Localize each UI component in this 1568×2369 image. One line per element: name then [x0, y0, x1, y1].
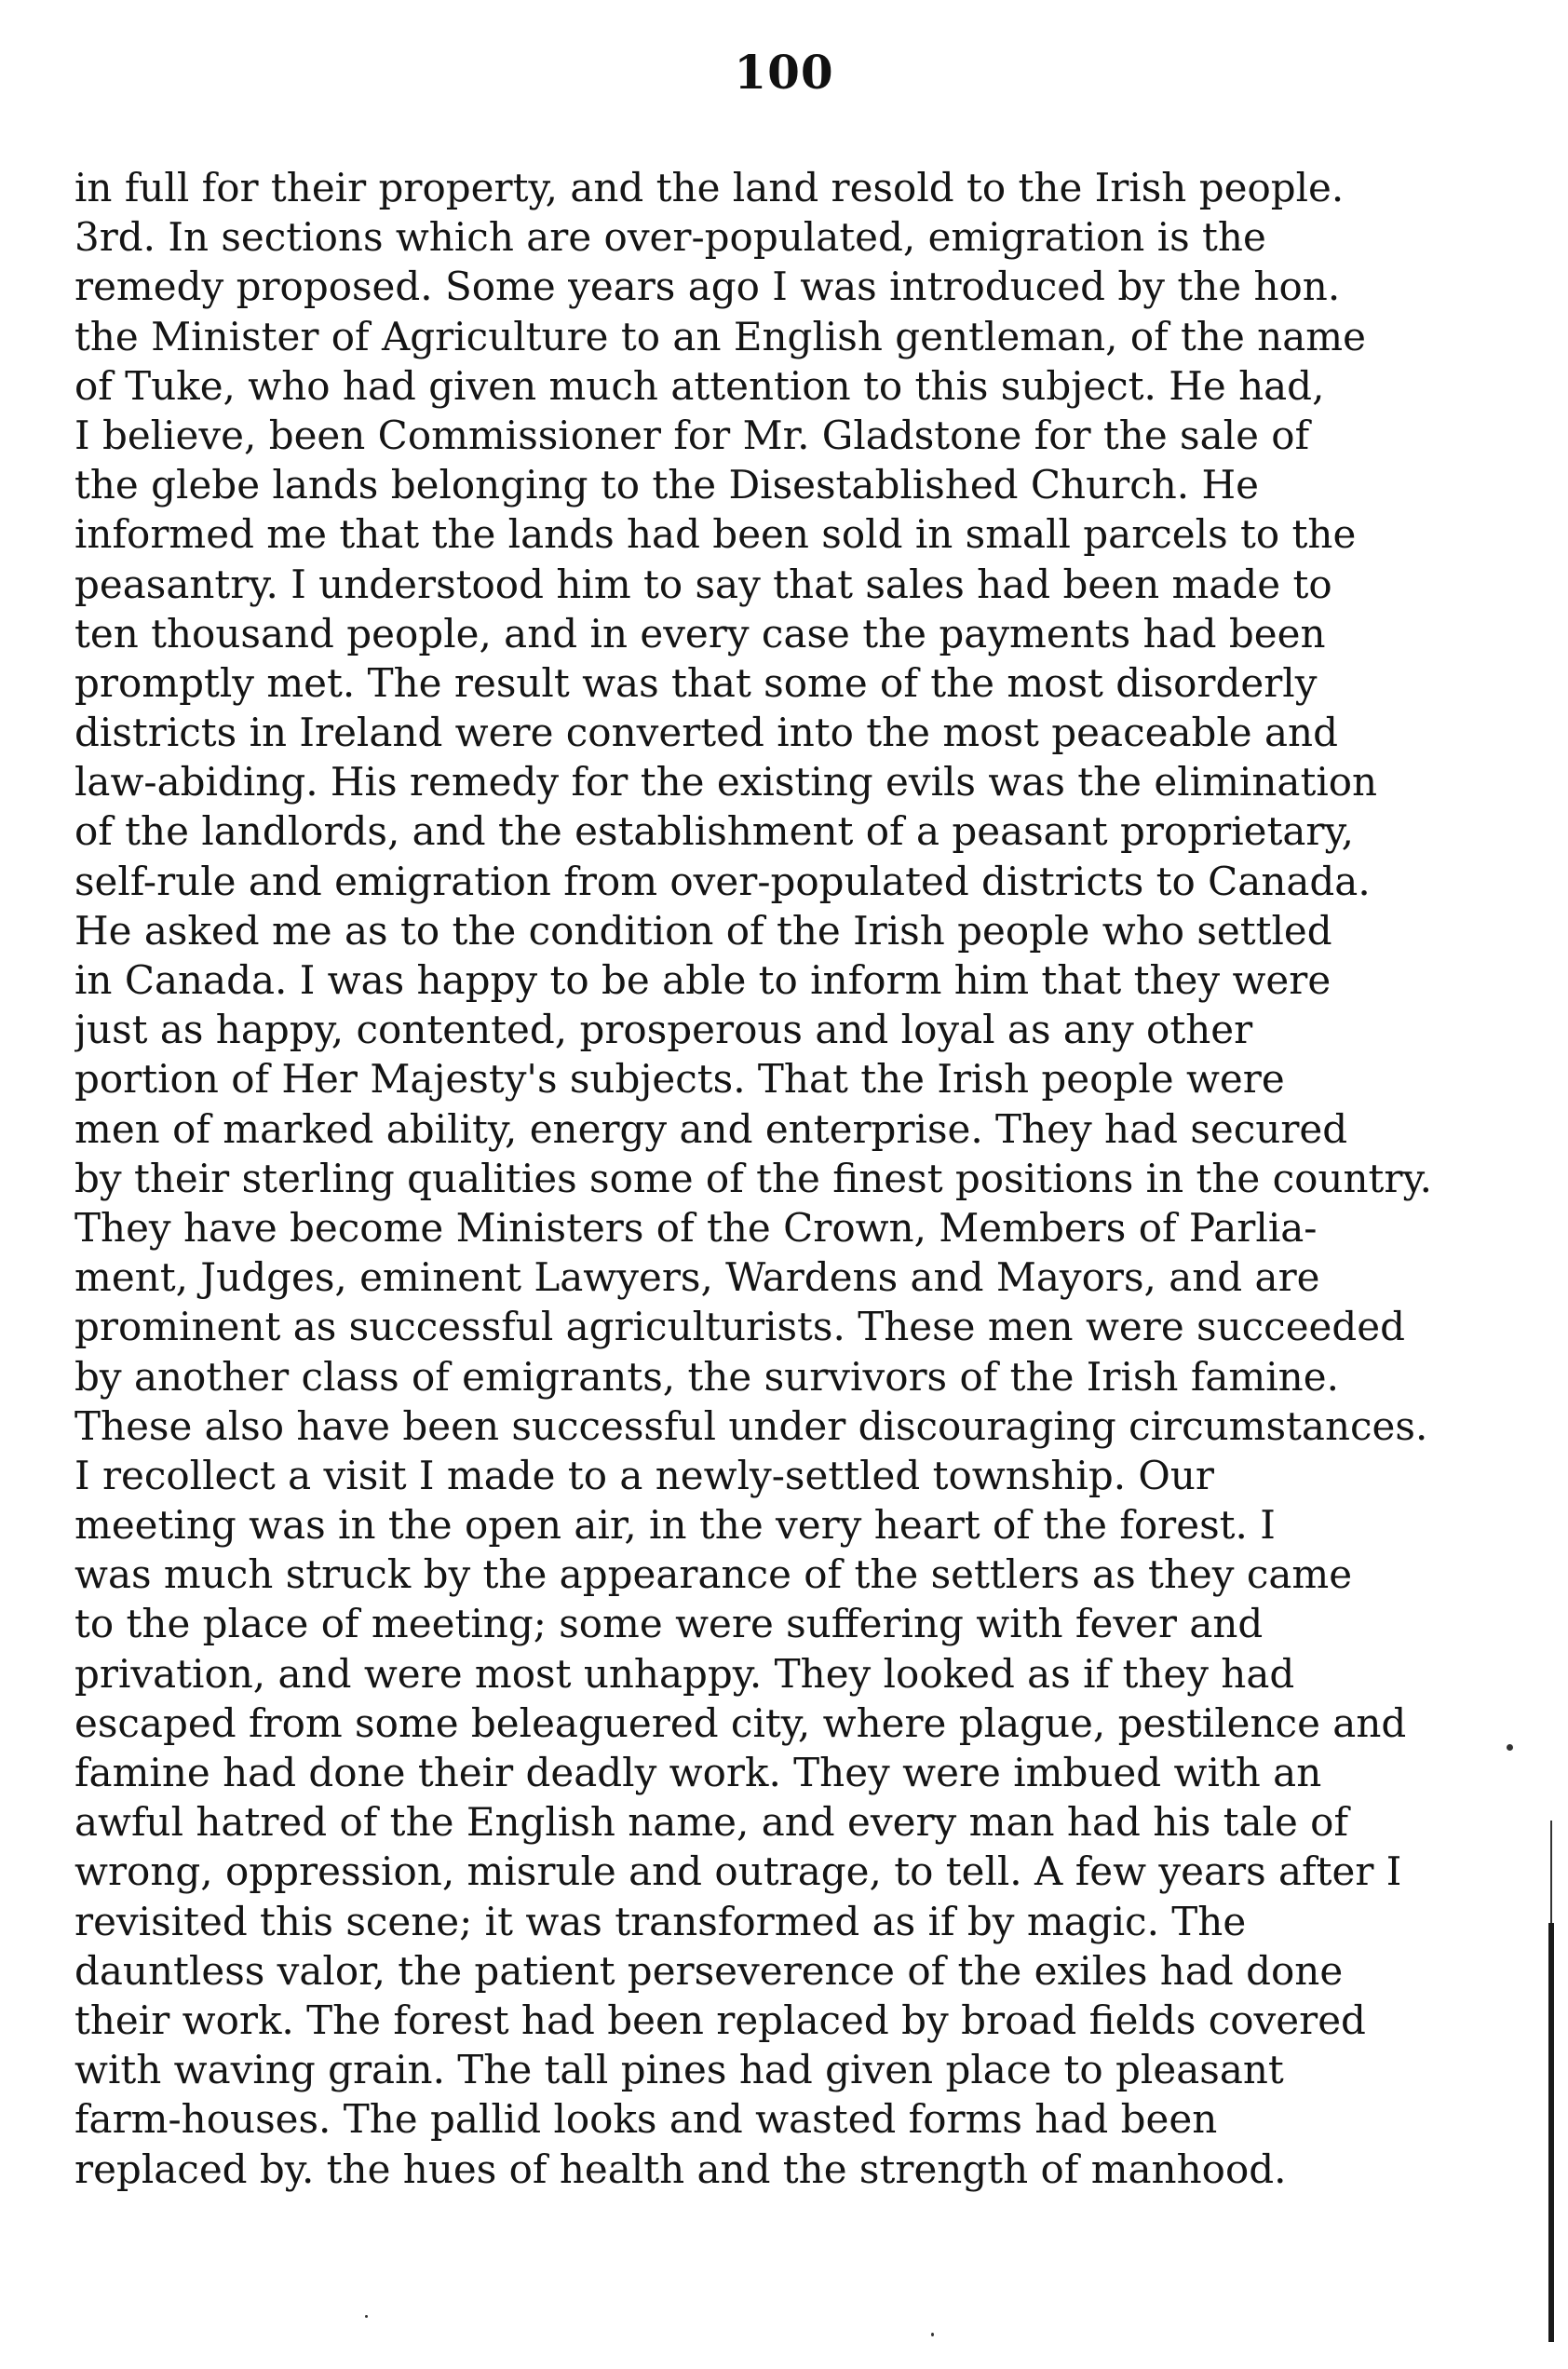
text-line: ten thousand people, and in every case the payments had been [74, 610, 1326, 657]
text-line: peasantry. I understood him to say that sales had been made to [74, 561, 1332, 607]
margin-scan-mark [1550, 1821, 1552, 1923]
text-line: revisited this scene; it was transformed as if by magic. The [74, 1898, 1247, 1944]
text-line: These also have been successful under discouraging circumstances. [74, 1402, 1428, 1449]
text-line: of Tuke, who had given much attention to this subject. He had, [74, 362, 1325, 409]
text-line: famine had done their deadly work. They were imbued with an [74, 1750, 1322, 1795]
text-line: in Canada. I was happy to be able to inform him that they were [74, 957, 1331, 1003]
text-line: wrong, oppression, misrule and outrage, to tell. A few years after I [74, 1848, 1402, 1895]
text-line: ment, Judges, eminent Lawyers, Wardens and Mayors, and are [74, 1254, 1320, 1301]
text-line: of the landlords, and the establishment of a peasant proprietary, [74, 808, 1354, 855]
text-line: informed me that the lands had been sold in small parcels to the [74, 511, 1357, 558]
text-line: privation, and were most unhappy. They looked as if they had [74, 1650, 1295, 1697]
text-line: He asked me as to the condition of the Irish people who settled [74, 907, 1332, 954]
text-line: 3rd. In sections which are over-populated, emigration is the [74, 214, 1266, 261]
text-line: the glebe lands belonging to the Disestablished Church. He [74, 462, 1259, 508]
scan-speck [1507, 1744, 1513, 1751]
text-line: escaped from some beleaguered city, where plague, pestilence and [74, 1699, 1407, 1746]
text-line: portion of Her Majesty's subjects. That the Irish people were [74, 1056, 1285, 1103]
text-line: in full for their property, and the land resold to the Irish people. [74, 165, 1345, 210]
text-line: by another class of emigrants, the survivors of the Irish famine. [74, 1353, 1339, 1400]
text-line: districts in Ireland were converted into the most peaceable and [74, 710, 1338, 756]
text-line: their work. The forest had been replaced by broad fields covered [74, 1997, 1366, 2043]
scan-speck [931, 2333, 934, 2336]
text-line: just as happy, contented, prosperous and loyal as any other [74, 1007, 1253, 1053]
text-line: by their sterling qualities some of the finest positions in the country. [74, 1155, 1432, 1201]
text-line: I recollect a visit I made to a newly-settled township. Our [74, 1452, 1214, 1498]
text-line: remedy proposed. Some years ago I was introduced by the hon. [74, 264, 1341, 310]
text-line: was much struck by the appearance of the settlers as they came [74, 1551, 1353, 1598]
text-line: I believe, been Commissioner for Mr. Gladstone for the sale of [74, 412, 1310, 458]
text-line: law-abiding. His remedy for the existing evils was the elimination [74, 759, 1378, 805]
page-number: 100 [734, 45, 834, 100]
text-line: men of marked ability, energy and enterprise. They had secured [74, 1105, 1348, 1152]
margin-scan-bar [1548, 1923, 1554, 2342]
text-line: replaced by. the hues of health and the strength of manhood. [74, 2146, 1287, 2192]
text-line: promptly met. The result was that some of the most disorderly [74, 659, 1318, 706]
scan-speck [365, 2315, 368, 2318]
text-line: awful hatred of the English name, and every man had his tale of [74, 1799, 1348, 1846]
text-line: self-rule and emigration from over-populated districts to Canada. [74, 858, 1371, 904]
text-line: farm-houses. The pallid looks and wasted forms had been [74, 2096, 1218, 2143]
text-line: dauntless valor, the patient perseverence of the exiles had done [74, 1947, 1344, 1994]
text-line: the Minister of Agriculture to an English gentleman, of the name [74, 313, 1366, 359]
text-line: They have become Ministers of the Crown, Members of Parlia- [74, 1204, 1318, 1251]
text-line: meeting was in the open air, in the very heart of the forest. I [74, 1502, 1276, 1549]
text-line: with waving grain. The tall pines had given place to pleasant [74, 2047, 1284, 2093]
text-line: prominent as successful agriculturists. These men were succeeded [74, 1304, 1406, 1350]
body-text [74, 163, 1434, 2194]
text-line: to the place of meeting; some were suffering with fever and [74, 1601, 1264, 1647]
